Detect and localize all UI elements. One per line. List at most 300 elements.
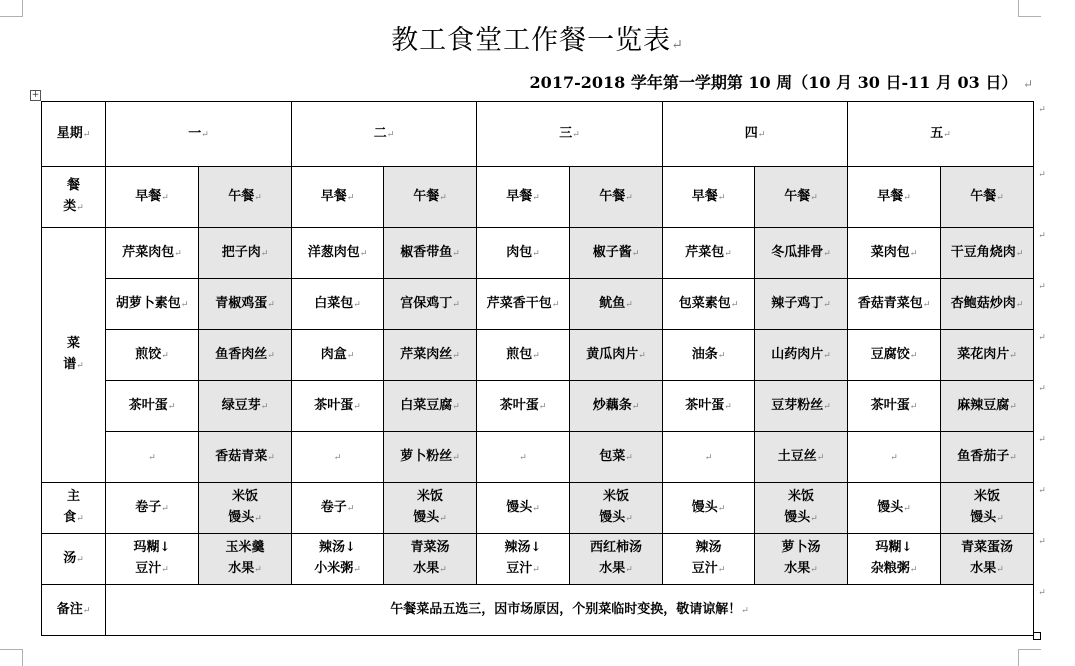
paragraph-mark-icon: ↵: [148, 452, 156, 463]
paragraph-mark-icon: ↵: [996, 514, 1004, 524]
cell-text: 午餐: [413, 188, 440, 204]
day-header: [663, 102, 848, 167]
weekday-label: [42, 102, 106, 167]
dish-cell: [941, 279, 1034, 330]
cell-text: 茶叶蛋: [499, 397, 539, 413]
cell-text: 芹菜肉包: [122, 244, 175, 260]
cell-text: 早餐: [135, 188, 162, 204]
cell-text: 宫保鸡丁: [400, 295, 453, 311]
paragraph-mark-icon: ↵: [532, 192, 540, 203]
dish-cell: [941, 228, 1034, 279]
paragraph-mark-icon: ↵: [532, 565, 540, 575]
cell-text: 油条: [691, 346, 718, 362]
soup-label: [42, 534, 106, 585]
cell-text: 玛糊↓: [875, 540, 913, 555]
paragraph-mark-icon: ↵: [823, 350, 831, 361]
cell-text: 米饭: [231, 489, 258, 504]
paragraph-mark-icon: ↵: [638, 350, 646, 361]
cell-text: 豆腐饺: [870, 346, 910, 362]
dish-cell: [755, 381, 848, 432]
paragraph-mark-icon: ↵: [717, 192, 726, 203]
paragraph-mark-icon: ↵: [631, 248, 640, 259]
paragraph-mark-icon: ↵: [996, 565, 1004, 575]
paragraph-mark-icon: ↵: [267, 299, 275, 310]
paragraph-mark-icon: ↵: [161, 565, 169, 575]
day-header: [848, 102, 1034, 167]
breakfast-header: [106, 167, 199, 228]
paragraph-mark-icon: ↵: [730, 299, 739, 310]
paragraph-mark-icon: ↵: [359, 248, 368, 259]
cell-text: 鱼香肉丝: [215, 346, 268, 362]
dish-cell: [384, 279, 477, 330]
paragraph-mark-icon: ↵: [76, 361, 84, 371]
paragraph-mark-icon: ↵: [353, 565, 361, 575]
paragraph-mark-icon: ↵: [922, 299, 931, 310]
paragraph-mark-icon: ↵: [625, 514, 633, 524]
cell-text: 炒藕条: [592, 397, 632, 413]
paragraph-mark-icon: ↵: [890, 452, 898, 463]
dish-cell: [106, 330, 199, 381]
paragraph-mark-icon: ↵: [260, 401, 269, 412]
dish-cell: [384, 381, 477, 432]
paragraph-mark-icon: ↵: [76, 203, 84, 213]
paragraph-mark-icon: ↵: [816, 452, 825, 463]
dish-cell: [570, 330, 663, 381]
paragraph-mark-icon: ↵: [823, 401, 831, 412]
paragraph-mark-icon: ↵: [572, 129, 580, 140]
cell-text: 胡萝卜素包: [115, 295, 181, 311]
paragraph-mark-icon: ↵: [267, 452, 275, 463]
paragraph-mark-icon: ↵: [717, 565, 726, 575]
soup-cell: [663, 534, 755, 585]
cell-text: 玛糊↓: [133, 540, 171, 555]
paragraph-mark-icon: ↵: [452, 401, 460, 412]
dish-cell: [199, 228, 292, 279]
row-end-mark-icon: ↵: [1038, 105, 1046, 115]
cell-text: 食: [63, 510, 77, 525]
paragraph-mark-icon: ↵: [909, 565, 918, 575]
dishes-label: [42, 228, 106, 483]
paragraph-mark-icon: ↵: [346, 192, 355, 203]
dish-cell: [570, 279, 663, 330]
paragraph-mark-icon: ↵: [346, 350, 355, 361]
cell-text: 午餐: [228, 188, 255, 204]
cell-text: 早餐: [877, 188, 904, 204]
cell-text: 洋葱肉包: [307, 244, 360, 260]
cell-text: 一: [188, 125, 202, 141]
paragraph-mark-icon: ↵: [452, 299, 460, 310]
paragraph-mark-icon: ↵: [551, 299, 560, 310]
cell-text: 米饭: [973, 489, 1000, 504]
dish-cell: [941, 381, 1034, 432]
soup-cell: [570, 534, 663, 585]
paragraph-mark-icon: ↵: [903, 192, 911, 203]
paragraph-mark-icon: ↵: [161, 503, 169, 514]
lunch-header: [570, 167, 663, 228]
remarks-text: [106, 585, 1034, 636]
cell-text: 香菇青菜: [215, 448, 268, 464]
cell-text: 冬瓜排骨: [771, 244, 824, 260]
cell-text: 包菜素包: [678, 295, 731, 311]
cell-text: 萝卜汤: [781, 540, 821, 555]
paragraph-mark-icon: ↵: [254, 565, 262, 575]
lunch-header: [941, 167, 1034, 228]
cell-text: 米饭: [416, 489, 443, 504]
document-title: 教工食堂工作餐一览表↵: [391, 25, 684, 56]
cell-text: 豆汁: [691, 561, 718, 576]
cell-text: 煎饺: [135, 346, 162, 362]
cell-text: 水果: [784, 561, 811, 576]
paragraph-mark-icon: ↵: [704, 452, 713, 463]
dish-cell: [477, 228, 570, 279]
paragraph-mark-icon: ↵: [903, 503, 911, 514]
cell-text: 豆汁: [135, 561, 162, 576]
cell-text: 水果: [599, 561, 626, 576]
paragraph-mark-icon: ↵: [996, 192, 1004, 203]
dish-cell: [292, 228, 384, 279]
cell-text: 辣汤↓: [319, 540, 356, 555]
cell-text: 小米粥: [314, 561, 354, 576]
paragraph-mark-icon: ↵: [943, 129, 951, 140]
dish-cell: [199, 432, 292, 483]
paragraph-mark-icon: ↵: [452, 248, 460, 259]
cell-text: 辣汤: [695, 540, 722, 555]
dish-cell: [941, 330, 1034, 381]
staple-cell: [941, 483, 1034, 534]
cell-text: 星期: [56, 125, 83, 141]
cell-text: 肉包: [506, 244, 533, 260]
cell-text: 餐: [66, 178, 80, 193]
cell-text: 馒头: [970, 510, 997, 525]
paragraph-mark-icon: ↵: [810, 565, 818, 575]
cell-text: 肉盒: [320, 346, 347, 362]
dish-cell: [663, 330, 755, 381]
paragraph-mark-icon: ↵: [174, 248, 182, 259]
paragraph-mark-icon: ↵: [909, 350, 918, 361]
paragraph-mark-icon: ↵: [538, 401, 547, 412]
soup-cell: [941, 534, 1034, 585]
dish-cell: [755, 432, 848, 483]
dish-cell: [199, 381, 292, 432]
paragraph-mark-icon: ↵: [82, 605, 91, 616]
paragraph-mark-icon: ↵: [452, 350, 460, 361]
cell-text: 茶叶蛋: [685, 397, 725, 413]
dish-cell: [663, 432, 755, 483]
paragraph-mark-icon: ↵: [201, 129, 209, 140]
cell-text: 豆汁: [506, 561, 533, 576]
paragraph-mark-icon: ↵: [810, 514, 818, 524]
staple-cell: [570, 483, 663, 534]
dish-cell: [848, 228, 941, 279]
cell-text: 黄瓜肉片: [586, 346, 639, 362]
soup-cell: [848, 534, 941, 585]
cell-text: 茶叶蛋: [128, 397, 168, 413]
paragraph-mark-icon: ↵: [757, 129, 766, 140]
cell-text: 四: [744, 125, 758, 141]
paragraph-mark-icon: ↵: [254, 192, 262, 203]
cell-text: 煎包: [506, 346, 533, 362]
page-corner-top-right: [1018, 0, 1041, 17]
staple-cell: [755, 483, 848, 534]
paragraph-mark-icon: ↵: [333, 452, 342, 463]
paragraph-mark-icon: ↵: [724, 401, 732, 412]
dish-cell: [292, 279, 384, 330]
cell-text: 早餐: [506, 188, 533, 204]
cell-text: 菜: [66, 336, 80, 351]
paragraph-mark-icon: ↵: [260, 248, 269, 259]
paragraph-mark-icon: ↵: [532, 503, 540, 514]
paragraph-mark-icon: ↵: [386, 129, 395, 140]
paragraph-mark-icon: ↵: [439, 192, 447, 203]
remarks-label: [42, 585, 106, 636]
staple-cell: [199, 483, 292, 534]
paragraph-mark-icon: ↵: [161, 350, 169, 361]
cell-text: 馒头: [877, 499, 904, 515]
cell-text: 早餐: [691, 188, 718, 204]
dish-cell: [570, 432, 663, 483]
cell-text: 茶叶蛋: [314, 397, 354, 413]
cell-text: 水果: [413, 561, 440, 576]
cell-text: 主: [66, 489, 80, 504]
cell-text: 馒头: [691, 499, 718, 515]
cell-text: 卷子: [135, 499, 162, 515]
dish-cell: [384, 432, 477, 483]
breakfast-header: [848, 167, 941, 228]
cell-text: 辣子鸡丁: [771, 295, 824, 311]
dish-cell: [663, 279, 755, 330]
cell-text: 类: [63, 199, 77, 214]
paragraph-mark-icon: ↵: [167, 401, 176, 412]
cell-text: 水果: [228, 561, 255, 576]
staple-cell: [384, 483, 477, 534]
cell-text: 麻辣豆腐: [957, 397, 1010, 413]
soup-cell: [292, 534, 384, 585]
paragraph-mark-icon: ↵: [717, 350, 726, 361]
breakfast-header: [663, 167, 755, 228]
dish-cell: [477, 381, 570, 432]
paragraph-mark-icon: ↵: [532, 350, 540, 361]
soup-cell: [755, 534, 848, 585]
row-end-mark-icon: ↵: [1038, 333, 1046, 343]
soup-cell: [477, 534, 570, 585]
dish-cell: [848, 279, 941, 330]
paragraph-mark-icon: ↵: [1009, 350, 1017, 361]
row-end-mark-icon: ↵: [1038, 231, 1046, 241]
cell-text: 豆芽粉丝: [771, 397, 824, 413]
paragraph-mark-icon: ↵: [1009, 452, 1017, 463]
cell-text: 三: [559, 125, 573, 141]
row-end-mark-icon: ↵: [1038, 384, 1046, 394]
cell-text: 杏鲍菇炒肉: [950, 295, 1016, 311]
dish-cell: [477, 279, 570, 330]
paragraph-mark-icon: ↵: [439, 565, 447, 575]
cell-text: 早餐: [320, 188, 347, 204]
dish-cell: [384, 228, 477, 279]
cell-text: 午餐: [970, 188, 997, 204]
dish-cell: [292, 330, 384, 381]
row-end-mark-icon: ↵: [1038, 588, 1046, 598]
soup-cell: [199, 534, 292, 585]
cell-text: 鱿鱼: [599, 295, 626, 311]
staple-cell: [477, 483, 570, 534]
cell-text: 青菜蛋汤: [960, 540, 1013, 555]
dish-cell: [106, 228, 199, 279]
cell-text: 馒头: [413, 510, 440, 525]
paragraph-mark-icon: ↵: [76, 554, 84, 565]
cell-text: 芹菜肉丝: [400, 346, 453, 362]
cell-text: 椒子酱: [592, 244, 632, 260]
dish-cell: [292, 432, 384, 483]
paragraph-mark-icon: ↵: [82, 129, 91, 140]
menu-table: [41, 101, 1034, 636]
soup-cell: [384, 534, 477, 585]
cell-text: 馒头: [506, 499, 533, 515]
dish-cell: [755, 330, 848, 381]
dish-cell: [570, 381, 663, 432]
paragraph-mark-icon: ↵: [741, 605, 749, 616]
meal-type-label: [42, 167, 106, 228]
cell-text: 水果: [970, 561, 997, 576]
dish-cell: [384, 330, 477, 381]
cell-text: 山药肉片: [771, 346, 824, 362]
day-header: [477, 102, 663, 167]
cell-text: 馒头: [228, 510, 255, 525]
paragraph-mark-icon: ↵: [76, 514, 84, 524]
table-resize-handle-icon[interactable]: [1033, 632, 1041, 640]
cell-text: 午餐菜品五选三，因市场原因，个别菜临时变换，敬请谅解！: [390, 601, 742, 617]
cell-text: 午餐: [599, 188, 626, 204]
paragraph-mark-icon: ↵: [254, 514, 262, 524]
paragraph-mark-icon: ↵: [909, 248, 918, 259]
cell-text: 米饭: [602, 489, 629, 504]
row-end-mark-icon: ↵: [1038, 537, 1046, 547]
page-corner-bottom-right: [1018, 649, 1041, 666]
cell-text: 椒香带鱼: [400, 244, 453, 260]
paragraph-mark-icon: ↵: [1009, 401, 1017, 412]
staple-label: [42, 483, 106, 534]
dish-cell: [292, 381, 384, 432]
breakfast-header: [292, 167, 384, 228]
paragraph-mark-icon: ↵: [823, 248, 831, 259]
paragraph-mark-icon: ↵: [1015, 299, 1024, 310]
row-end-mark-icon: ↵: [1038, 282, 1046, 292]
cell-text: 辣汤↓: [504, 540, 542, 555]
dish-cell: [848, 330, 941, 381]
paragraph-mark-icon: ↵: [346, 503, 355, 514]
paragraph-mark-icon: ↵: [519, 452, 527, 463]
paragraph-mark-icon: ↵: [161, 192, 169, 203]
cell-text: 茶叶蛋: [870, 397, 910, 413]
dish-cell: [477, 432, 570, 483]
row-end-mark-icon: ↵: [1038, 170, 1046, 180]
paragraph-mark-icon: ↵: [267, 350, 275, 361]
paragraph-mark-icon: ↵: [625, 192, 633, 203]
dish-cell: [199, 330, 292, 381]
day-header: [106, 102, 292, 167]
cell-text: 白菜豆腐: [400, 397, 453, 413]
cell-text: 包菜: [599, 448, 626, 464]
soup-cell: [106, 534, 199, 585]
paragraph-mark-icon: ↵: [1015, 248, 1024, 259]
paragraph-mark-icon: ↵: [532, 248, 540, 259]
paragraph-mark-icon: ↵: [452, 452, 460, 463]
paragraph-mark-icon: ↵: [823, 299, 831, 310]
cell-text: 卷子: [320, 499, 347, 515]
cell-text: 菜肉包: [870, 244, 910, 260]
cell-text: 土豆丝: [777, 448, 817, 464]
cell-text: 二: [373, 125, 387, 141]
paragraph-mark-icon: ↵: [717, 503, 726, 514]
cell-text: 芹菜香干包: [486, 295, 552, 311]
paragraph-mark-icon: ↵: [724, 248, 732, 259]
dish-cell: [199, 279, 292, 330]
staple-cell: [848, 483, 941, 534]
cell-text: 午餐: [784, 188, 811, 204]
cell-text: 菜花肉片: [957, 346, 1010, 362]
staple-cell: [663, 483, 755, 534]
paragraph-mark-icon: ↵: [631, 401, 640, 412]
dish-cell: [477, 330, 570, 381]
day-header: [292, 102, 477, 167]
cell-text: 绿豆芽: [221, 397, 261, 413]
cell-text: 馒头: [599, 510, 626, 525]
dish-cell: [663, 381, 755, 432]
row-end-mark-icon: ↵: [1038, 435, 1046, 445]
lunch-header: [755, 167, 848, 228]
cell-text: 青椒鸡蛋: [215, 295, 268, 311]
dish-cell: [570, 228, 663, 279]
dish-cell: [106, 432, 199, 483]
cell-text: 鱼香茄子: [957, 448, 1010, 464]
cell-text: 西红柿汤: [589, 540, 642, 555]
dish-cell: [106, 279, 199, 330]
cell-text: 备注: [56, 601, 83, 617]
paragraph-mark-icon: ↵: [625, 452, 633, 463]
dish-cell: [755, 279, 848, 330]
cell-text: 把子肉: [221, 244, 261, 260]
dish-cell: [663, 228, 755, 279]
cell-text: 米饭: [787, 489, 814, 504]
paragraph-mark-icon: ↵: [625, 565, 633, 575]
cell-text: 五: [930, 125, 944, 141]
cell-text: 杂粮粥: [870, 561, 910, 576]
paragraph-mark-icon: ↵: [353, 401, 361, 412]
table-move-handle-icon[interactable]: +: [31, 90, 40, 100]
cell-text: 玉米羹: [225, 540, 265, 555]
cell-text: 青菜汤: [410, 540, 450, 555]
paragraph-mark-icon: ↵: [625, 299, 633, 310]
page-corner-top-left: [0, 0, 23, 17]
cell-text: 汤: [63, 550, 77, 566]
dish-cell: [848, 432, 941, 483]
staple-cell: [106, 483, 199, 534]
cell-text: 干豆角烧肉: [950, 244, 1016, 260]
lunch-header: [199, 167, 292, 228]
week-subtitle: 2017-2018 学年第一学期第 10 周（10 月 30 日-11 月 03 日） ↵: [529, 73, 1033, 92]
dish-cell: [106, 381, 199, 432]
breakfast-header: [477, 167, 570, 228]
dish-cell: [941, 432, 1034, 483]
cell-text: 萝卜粉丝: [400, 448, 453, 464]
cell-text: 芹菜包: [685, 244, 725, 260]
row-end-mark-icon: ↵: [1038, 486, 1046, 496]
dish-cell: [848, 381, 941, 432]
paragraph-mark-icon: ↵: [353, 299, 361, 310]
staple-cell: [292, 483, 384, 534]
cell-text: 香菇青菜包: [857, 295, 923, 311]
paragraph-mark-icon: ↵: [909, 401, 918, 412]
cell-text: 白菜包: [314, 295, 354, 311]
